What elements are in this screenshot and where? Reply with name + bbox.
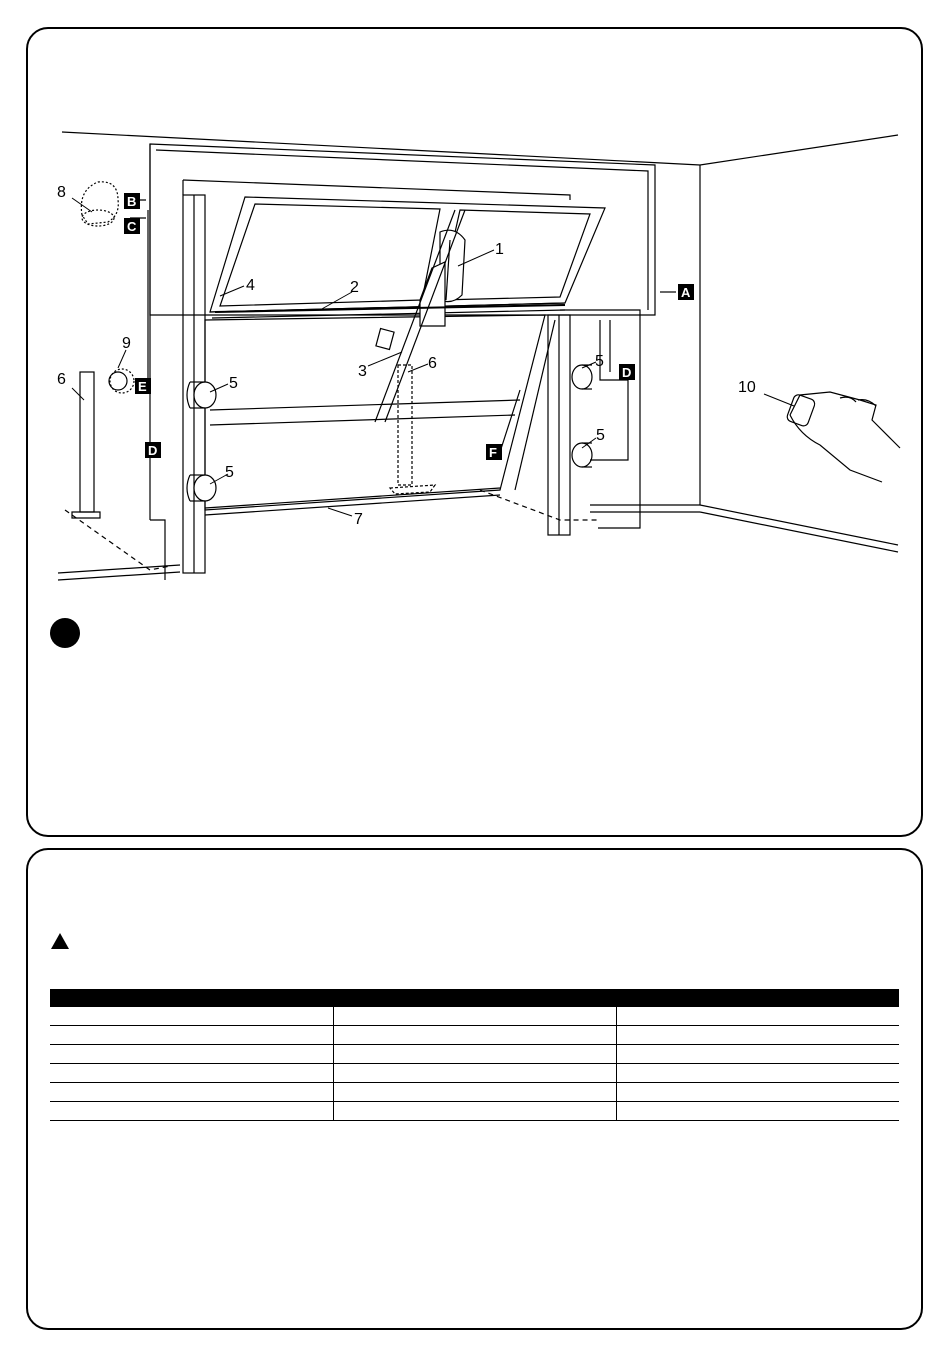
transmitter-hand <box>786 392 900 482</box>
photocell-left-lower <box>187 475 216 501</box>
table-row <box>50 1026 899 1045</box>
table-cell <box>50 1045 333 1064</box>
callout-1: 1 <box>495 241 504 258</box>
callout-5-left-upper: 5 <box>229 375 238 392</box>
callout-8: 8 <box>57 184 66 201</box>
photocell-column-center <box>390 365 435 494</box>
table-cell <box>333 1007 616 1026</box>
callout-2: 2 <box>350 279 359 296</box>
table-row <box>50 1064 899 1083</box>
table-cell <box>616 1102 899 1121</box>
door-upper-panel <box>210 197 605 318</box>
door-lower-panel <box>205 315 555 515</box>
warning-icon <box>51 933 69 949</box>
table-cell <box>333 1102 616 1121</box>
callout-10: 10 <box>738 379 756 396</box>
table-header-cell <box>616 989 899 1007</box>
cable-label-b: B <box>127 194 137 209</box>
cable-label-c: C <box>127 219 137 234</box>
section-bullet <box>50 618 80 648</box>
table-row <box>50 1007 899 1026</box>
cable-label-f: F <box>489 445 497 460</box>
table-cell <box>50 1083 333 1102</box>
table-cell <box>333 1064 616 1083</box>
table-row <box>50 1045 899 1064</box>
table-cell <box>616 1007 899 1026</box>
table-cell <box>50 1007 333 1026</box>
callout-5-right-lower: 5 <box>596 427 605 444</box>
callout-6-center: 6 <box>428 355 437 372</box>
cable-label-d-left: D <box>148 443 158 458</box>
table-header-row <box>50 989 899 1007</box>
photocell-right-lower <box>572 443 592 467</box>
callout-9: 9 <box>122 335 131 352</box>
photocell-right-upper <box>572 365 592 389</box>
flashing-light <box>81 182 118 226</box>
photocell-left-upper <box>187 382 216 408</box>
table-cell <box>333 1083 616 1102</box>
table-cell <box>50 1064 333 1083</box>
table-cell <box>616 1064 899 1083</box>
photocell-column-left <box>65 372 170 570</box>
cable-label-e: E <box>138 379 147 394</box>
table-cell <box>616 1026 899 1045</box>
floor-dashed-line <box>480 490 600 520</box>
callout-5-right-upper: 5 <box>595 353 604 370</box>
table-cell <box>333 1045 616 1064</box>
key-selector <box>109 369 134 393</box>
callout-7: 7 <box>354 511 363 528</box>
room-outline <box>58 132 898 580</box>
table-row <box>50 1102 899 1121</box>
cable-label-d-right: D <box>622 365 632 380</box>
right-pillar <box>548 315 570 535</box>
table-cell <box>50 1102 333 1121</box>
table-cell <box>616 1083 899 1102</box>
callout-6-left: 6 <box>57 371 66 388</box>
cable-routes <box>130 200 676 460</box>
cable-specs-table <box>50 989 899 1121</box>
left-pillar <box>183 180 570 573</box>
table-cell <box>50 1026 333 1045</box>
cable-label-a: A <box>681 285 691 300</box>
callout-5-left-lower: 5 <box>225 464 234 481</box>
table-row <box>50 1083 899 1102</box>
table-cell <box>616 1045 899 1064</box>
callout-3: 3 <box>358 363 367 380</box>
table-header-cell <box>50 989 333 1007</box>
callout-4: 4 <box>246 277 255 294</box>
table-header-cell <box>333 989 616 1007</box>
table-cell <box>333 1026 616 1045</box>
lintel-frame <box>150 144 655 580</box>
